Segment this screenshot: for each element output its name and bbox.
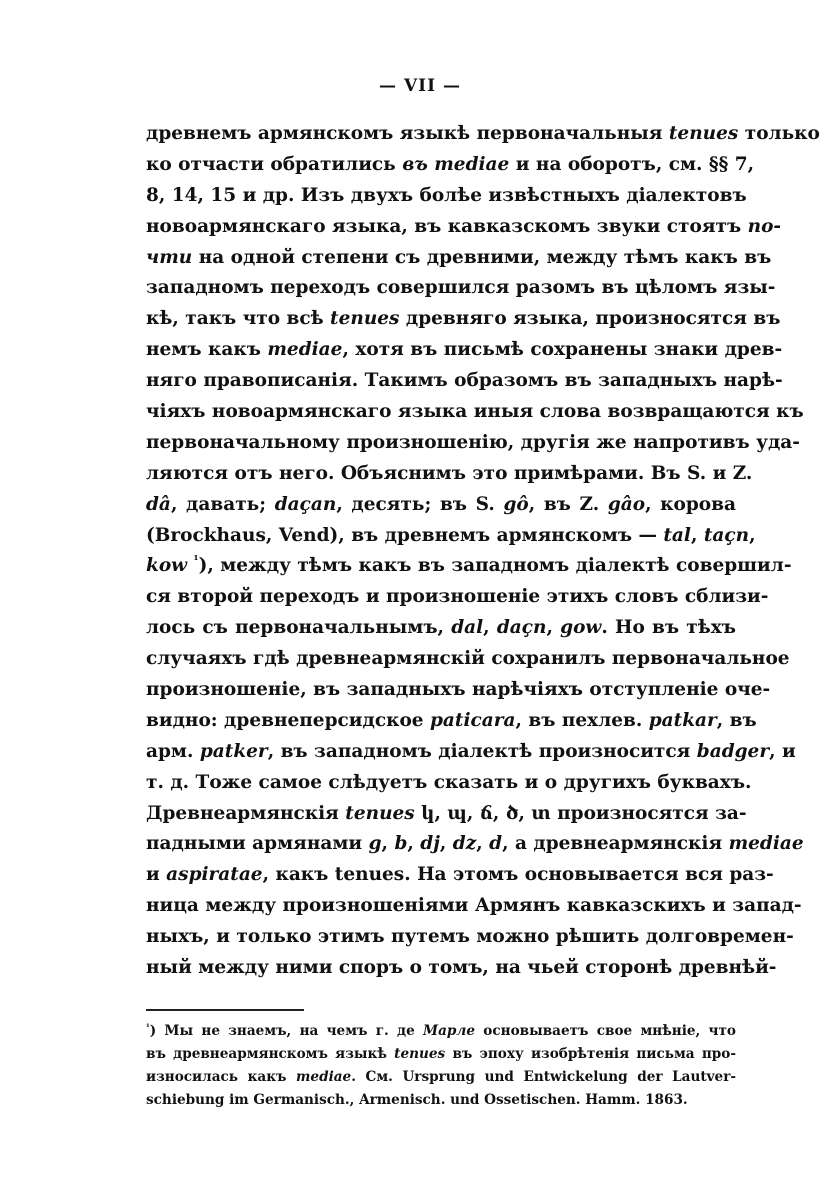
- text-run: , корова: [645, 493, 736, 515]
- text-line: [146, 582, 769, 613]
- italic-term: mediae: [267, 339, 343, 361]
- italic-term: tal: [663, 524, 691, 546]
- italic-term: чти: [146, 246, 193, 268]
- text-line: [146, 459, 753, 490]
- page-number: — VII —: [379, 76, 461, 96]
- text-line: [146, 922, 794, 953]
- text-run: ляются отъ него. Объяснимъ это примѣрами. Въ S. и Z.: [146, 462, 753, 484]
- footnote-marker: ¹: [146, 1021, 150, 1032]
- italic-term: gow: [560, 617, 602, 639]
- text-line: [146, 119, 820, 150]
- footnote-line: [146, 1066, 736, 1089]
- text-run: первоначальному произношенію, другія же напротивъ уда-: [146, 431, 800, 453]
- text-run: кѣ, такъ что всѣ: [146, 308, 331, 330]
- text-run: лось съ первоначальнымъ,: [146, 617, 452, 639]
- text-line: [146, 768, 752, 799]
- footnote-line: [146, 1020, 736, 1043]
- text-line: [146, 799, 747, 830]
- text-line: [146, 428, 800, 459]
- text-line: [146, 551, 792, 582]
- italic-term: patker: [199, 740, 268, 762]
- italic-term: mediae: [728, 833, 804, 855]
- text-run: износилась какъ: [146, 1069, 297, 1085]
- text-line: [146, 150, 755, 181]
- italic-term: gâo: [607, 493, 646, 515]
- text-run: только: [738, 123, 820, 144]
- text-run: , въ западномъ діалектѣ произносится: [267, 740, 697, 762]
- text-run: древнемъ армянскомъ языкѣ первоначальныя: [146, 123, 669, 144]
- text-line: [146, 181, 747, 212]
- text-run: ), между тѣмъ какъ въ западномъ діалектѣ совершил-: [198, 555, 792, 577]
- text-line: [146, 212, 782, 243]
- italic-term: mediae: [296, 1069, 352, 1085]
- text-run: въ древнеармянскомъ языкѣ: [146, 1046, 395, 1062]
- italic-term: gô: [503, 493, 529, 515]
- footnote-divider: [146, 1009, 304, 1011]
- text-run: , и: [769, 740, 796, 762]
- text-run: няго правописанія. Такимъ образомъ въ западныхъ нарѣ-: [146, 370, 783, 392]
- text-line: [146, 490, 736, 521]
- italic-term: daçan: [274, 493, 337, 515]
- italic-term: paticara: [430, 709, 516, 731]
- text-run: и на оборотъ, см. §§ 7,: [509, 153, 755, 175]
- text-run: ,: [546, 617, 561, 639]
- italic-term: dâ: [146, 493, 171, 515]
- text-run: произношеніе, въ западныхъ нарѣчіяхъ отступленіе оче-: [146, 679, 771, 701]
- text-run: , въ: [716, 709, 757, 731]
- text-run: , въ пехлев.: [515, 709, 649, 731]
- text-run: т. д. Тоже самое слѣдуетъ сказать и о другихъ буквахъ.: [146, 771, 752, 793]
- body-text: [146, 119, 820, 984]
- text-run: ,: [483, 617, 497, 639]
- text-line: [146, 829, 804, 860]
- text-run: , десять; въ S.: [336, 493, 504, 515]
- text-line: [146, 860, 774, 891]
- text-line: [146, 706, 757, 737]
- text-run: 8, 14, 15 и др. Изъ двухъ болѣе извѣстныхъ діалектовъ: [146, 184, 747, 206]
- text-run: новоармянскаго языка, въ кавказскомъ звуки стоятъ: [146, 215, 748, 237]
- text-run: , какъ tenues. На этомъ основывается вся раз-: [262, 864, 774, 886]
- text-run: ко отчасти обратились: [146, 153, 403, 175]
- text-run: կ, պ, ճ, ծ, տ произносятся за-: [414, 802, 747, 824]
- text-run: случаяхъ гдѣ древнеармянскій сохранилъ первоначальное: [146, 648, 790, 670]
- text-run: на одной степени съ древними, между тѣмъ какъ въ: [192, 246, 772, 268]
- text-line: [146, 273, 776, 304]
- text-run: (Brockhaus, Vend), въ древнемъ армянскомъ —: [146, 524, 664, 546]
- italic-term: b: [394, 833, 408, 855]
- text-line: [146, 521, 756, 552]
- italic-term: daçn: [496, 617, 547, 639]
- text-run: . См. Ursprung und Entwickelung der Lautver-: [351, 1069, 736, 1085]
- text-run: основываетъ свое мнѣніе, что: [475, 1023, 736, 1039]
- italic-term: tenues: [668, 123, 739, 144]
- text-run: ,: [439, 833, 453, 855]
- text-line: [146, 335, 783, 366]
- text-run: видно: древнеперсидское: [146, 709, 430, 731]
- italic-term: dj: [420, 833, 440, 855]
- text-run: ,: [407, 833, 421, 855]
- italic-term: patkar: [648, 709, 717, 731]
- text-line: [146, 243, 772, 274]
- text-run: арм.: [146, 740, 200, 762]
- italic-term: tenues: [345, 802, 415, 824]
- text-run: ,: [690, 524, 704, 546]
- text-line: [146, 397, 804, 428]
- italic-term: dal: [451, 617, 484, 639]
- text-run: ся второй переходъ и произношеніе этихъ словъ сблизи-: [146, 586, 769, 608]
- text-run: древняго языка, произносятся въ: [399, 308, 781, 330]
- text-run: , давать;: [170, 493, 275, 515]
- text-run: ) Мы не знаемъ, на чемъ г. де: [149, 1023, 424, 1039]
- text-line: [146, 675, 771, 706]
- footnote-marker: ¹: [193, 553, 199, 568]
- text-run: ,: [476, 833, 490, 855]
- text-run: ныхъ, и только этимъ путемъ можно рѣшить долговремен-: [146, 926, 794, 948]
- text-run: чіяхъ новоармянскаго языка иныя слова возвращаются къ: [146, 401, 804, 423]
- text-line: [146, 613, 736, 644]
- text-line: [146, 644, 790, 675]
- text-line: [146, 891, 802, 922]
- text-run: падными армянами: [146, 833, 369, 855]
- italic-term: Марле: [423, 1023, 476, 1039]
- italic-term: badger: [696, 740, 770, 762]
- text-run: ный между ними споръ о томъ, на чьей сторонѣ древнѣй-: [146, 957, 777, 979]
- italic-term: по-: [747, 215, 782, 237]
- text-run: , хотя въ письмѣ сохранены знаки древ-: [342, 339, 783, 361]
- italic-term: taçn: [703, 524, 750, 546]
- text-run: и: [146, 864, 167, 886]
- text-run: ,: [381, 833, 395, 855]
- italic-term: kow: [146, 555, 188, 577]
- text-run: въ эпоху изобрѣтенія письма про-: [445, 1046, 736, 1062]
- text-run: Древнеармянскія: [146, 802, 346, 824]
- italic-term: tenues: [330, 308, 400, 330]
- text-run: ница между произношеніями Армянъ кавказскихъ и запад-: [146, 895, 802, 917]
- text-run: schiebung im Germanisch., Armenisch. und Ossetischen. Hamm. 1863.: [146, 1092, 688, 1108]
- footnote-line: [146, 1043, 736, 1066]
- text-run: , въ Z.: [528, 493, 608, 515]
- italic-term: aspiratae: [166, 864, 263, 886]
- text-run: немъ какъ: [146, 339, 268, 361]
- text-line: [146, 366, 783, 397]
- italic-term: tenues: [394, 1046, 446, 1062]
- italic-term: g: [368, 833, 382, 855]
- footnote: [146, 1020, 736, 1112]
- text-line: [146, 304, 781, 335]
- text-line: [146, 953, 777, 984]
- text-run: ,: [749, 524, 756, 546]
- text-run: западномъ переходъ совершился разомъ въ цѣломъ язы-: [146, 277, 776, 299]
- text-run: . Но въ тѣхъ: [601, 617, 736, 639]
- italic-term: въ mediae: [402, 153, 510, 175]
- italic-term: dz: [452, 833, 477, 855]
- footnote-line: [146, 1089, 736, 1112]
- italic-term: d: [489, 833, 503, 855]
- text-run: , а древнеармянскія: [502, 833, 729, 855]
- text-line: [146, 737, 796, 768]
